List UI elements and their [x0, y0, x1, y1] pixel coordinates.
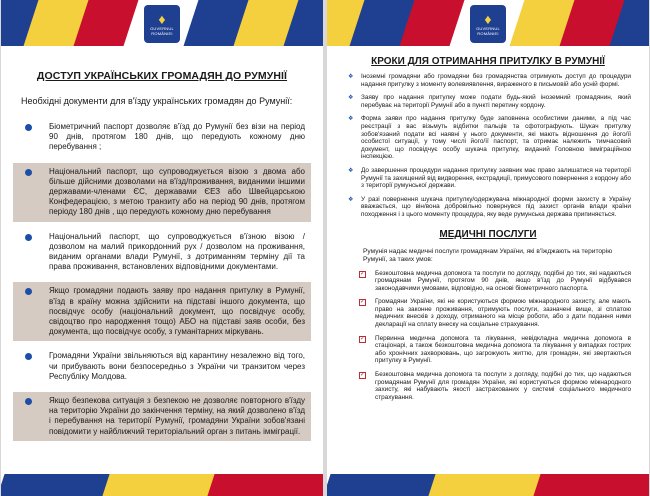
right-content [327, 50, 649, 474]
step-item: ❖ До завершення процедури надання притулку заявник має право залишатися на території Румунії та захищений від видворення, екстрадиції, примусового повернення з кордону або з території румунської держави. [348, 166, 631, 190]
step-item: ❖ Іноземні громадяни або громадяни без громадянства отримують доступ до процедури надання притулку з моменту волевиявлення, вираженого в письмовій або усній формі. [348, 73, 631, 88]
left-title: ДОСТУП УКРАЇНСЬКИХ ГРОМАДЯН ДО РУМУНІЇ [36, 70, 288, 82]
left-page [1, 0, 323, 496]
bullet-icon [25, 169, 32, 176]
bullet-icon [25, 124, 32, 131]
list-item: Якщо громадяни подають заяву про надання притулку в Румунії, в'їзд в країну можна здійснити на підставі іншого документа, що посвідчує особу (національний документ, що посвідчує особу, свідоцтво про народження тощо) АБО на підставі заяв особи, без документа, що посвідчує особу, з гуманітарних міркувань. [13, 282, 311, 341]
right-title: КРОКИ ДЛЯ ОТРИМАННЯ ПРИТУЛКУ В РУМУНІЇ [371, 56, 605, 67]
government-emblem [144, 5, 180, 43]
diamond-bullet-icon: ❖ [348, 95, 354, 102]
flag-band-bottom [327, 474, 649, 496]
emblem-text: GUVERNUL ROMÂNIEI [476, 26, 500, 36]
flag-band-top [1, 0, 323, 46]
medical-intro: Румунія надає медичні послуги громадянам України, які в'їжджають на територію Румунії, за таких умов: [363, 247, 613, 263]
checkbox-icon: ✓ [360, 270, 366, 277]
diamond-bullet-icon: ❖ [348, 167, 354, 174]
diamond-bullet-icon: ❖ [348, 74, 354, 80]
coat-of-arms-icon: ♦ [158, 11, 166, 27]
list-item: Національний паспорт, що супроводжується візою з двома або більше дійсними дозволами на в'їзд/проживання, виданими іншими державами-членами ЄС, державами ЄЕЗ або Швейцарською Конфедерацією, з метою транзиту або на період 90 днів, протягом періоду 180 днів , що передують кожному дню перебування [13, 163, 311, 222]
diamond-bullet-icon: ❖ [348, 196, 354, 203]
step-item: ❖ Заяву про надання притулку може подати будь-який іноземний громадянин, який перебуває на території Румунії або в пункті перетину кордону. [348, 94, 631, 109]
medical-item: ✓ Безкоштовна медична допомога та послуги з догляду, подібні до тих, що надаються громадянам Румунії для громадян України, які користуються формою міжнародного захисту, які набувають якості застрахованих у системі соціального медичного страхування. [360, 371, 631, 401]
list-item: Біометричний паспорт дозволяє в'їзд до Румунії без візи на період 90 днів, протягом 180 днів, що передують кожному дню перебування ; [13, 118, 311, 157]
list-item: Національний паспорт, що супроводжується в'їзною візою / дозволом на малий прикордонний рух / дозволом на проживання, виданим органами влади Румунії, з дотриманням терміну дії та права проживання, встановлених відповідними документами. [13, 228, 311, 277]
step-item: ❖ Форма заяви про надання притулку буде заповнена особистими даними, а під час реєстрації з вас візьмуть відбитки пальців та сфотографують. Шукач притулку зобов'язаний подати всі наявні у нього документи, які мають відношення до його/її особистої ситуації, у тому числі його/її паспорт, та отримає належить тимчасовий документ, що посвідчує особу шукача притулку, виданий Головною імміграційною інспекцією. [348, 115, 631, 161]
government-emblem [470, 5, 506, 43]
list-item: Якщо безпекова ситуація з безпекою не дозволяє повторного в'їзду на територію України до закінчення терміну, на який дозволено в'їзд і перебування на території Румунії, громадяни України зобов'язані повідомити у найближчий територіальний орган з питань імміграції. [13, 392, 311, 441]
list-item: Громадяни України звільняються від карантину незалежно від того, чи прибувають вони безпосередньо з України чи транзитом через Республіку Молдова. [13, 347, 311, 386]
checkbox-icon: ✓ [360, 299, 366, 306]
medical-title: МЕДИЧНІ ПОСЛУГИ [439, 228, 537, 240]
flag-band-top [327, 0, 649, 46]
bullet-icon [25, 398, 32, 405]
left-intro: Необхідні документи для в'їзду українських громадян до Румунії: [21, 96, 293, 106]
flag-band-bottom [1, 474, 323, 496]
bullet-icon [25, 288, 32, 295]
left-content [1, 50, 323, 474]
bullet-icon [25, 353, 32, 360]
medical-item: ✓ Безкоштовна медична допомога та послуги по догляду, подібні до тих, які надаються громадянам Румунії, протягом 90 днів, якщо в'їзд до Румунії відбувався законодавчими умовами, відповідно, на основі біометричного паспорта. [360, 269, 631, 292]
checkbox-icon: ✓ [360, 335, 366, 342]
step-item: ❖ У разі повернення шукача притулку/одержувача міжнародної форми захисту в Україну вважається, що він/вона добровільно повернувся під захист органів влади країни походження і з цього моменту процедура, яку веде румунська держава припиняється. [348, 195, 631, 218]
coat-of-arms-icon: ♦ [484, 11, 492, 27]
right-page [327, 0, 649, 496]
checkbox-icon: ✓ [360, 372, 366, 379]
bullet-icon [25, 234, 32, 241]
medical-item: ✓ Громадяни України, які не користуються формою міжнародного захисту, але мають право на законне проживання, отримують послуги, зазначені вище, зі сплатою медичних внесків з доходу, отриманого на місце роботи, або з дати подання ними декларації на сплату внеску на соціальне страхування. [360, 298, 631, 329]
medical-item: ✓ Первинна медична допомога та лікування, невідкладна медична допомога в стаціонарі, а також безкоштовна медична допомога та лікування у випадках гострих або хронічних захворювань, що загрожують життю, для громадян, які звертаються притулку в Румунії. [360, 334, 631, 365]
emblem-text: GUVERNUL ROMÂNIEI [150, 26, 174, 36]
diamond-bullet-icon: ❖ [348, 116, 354, 123]
